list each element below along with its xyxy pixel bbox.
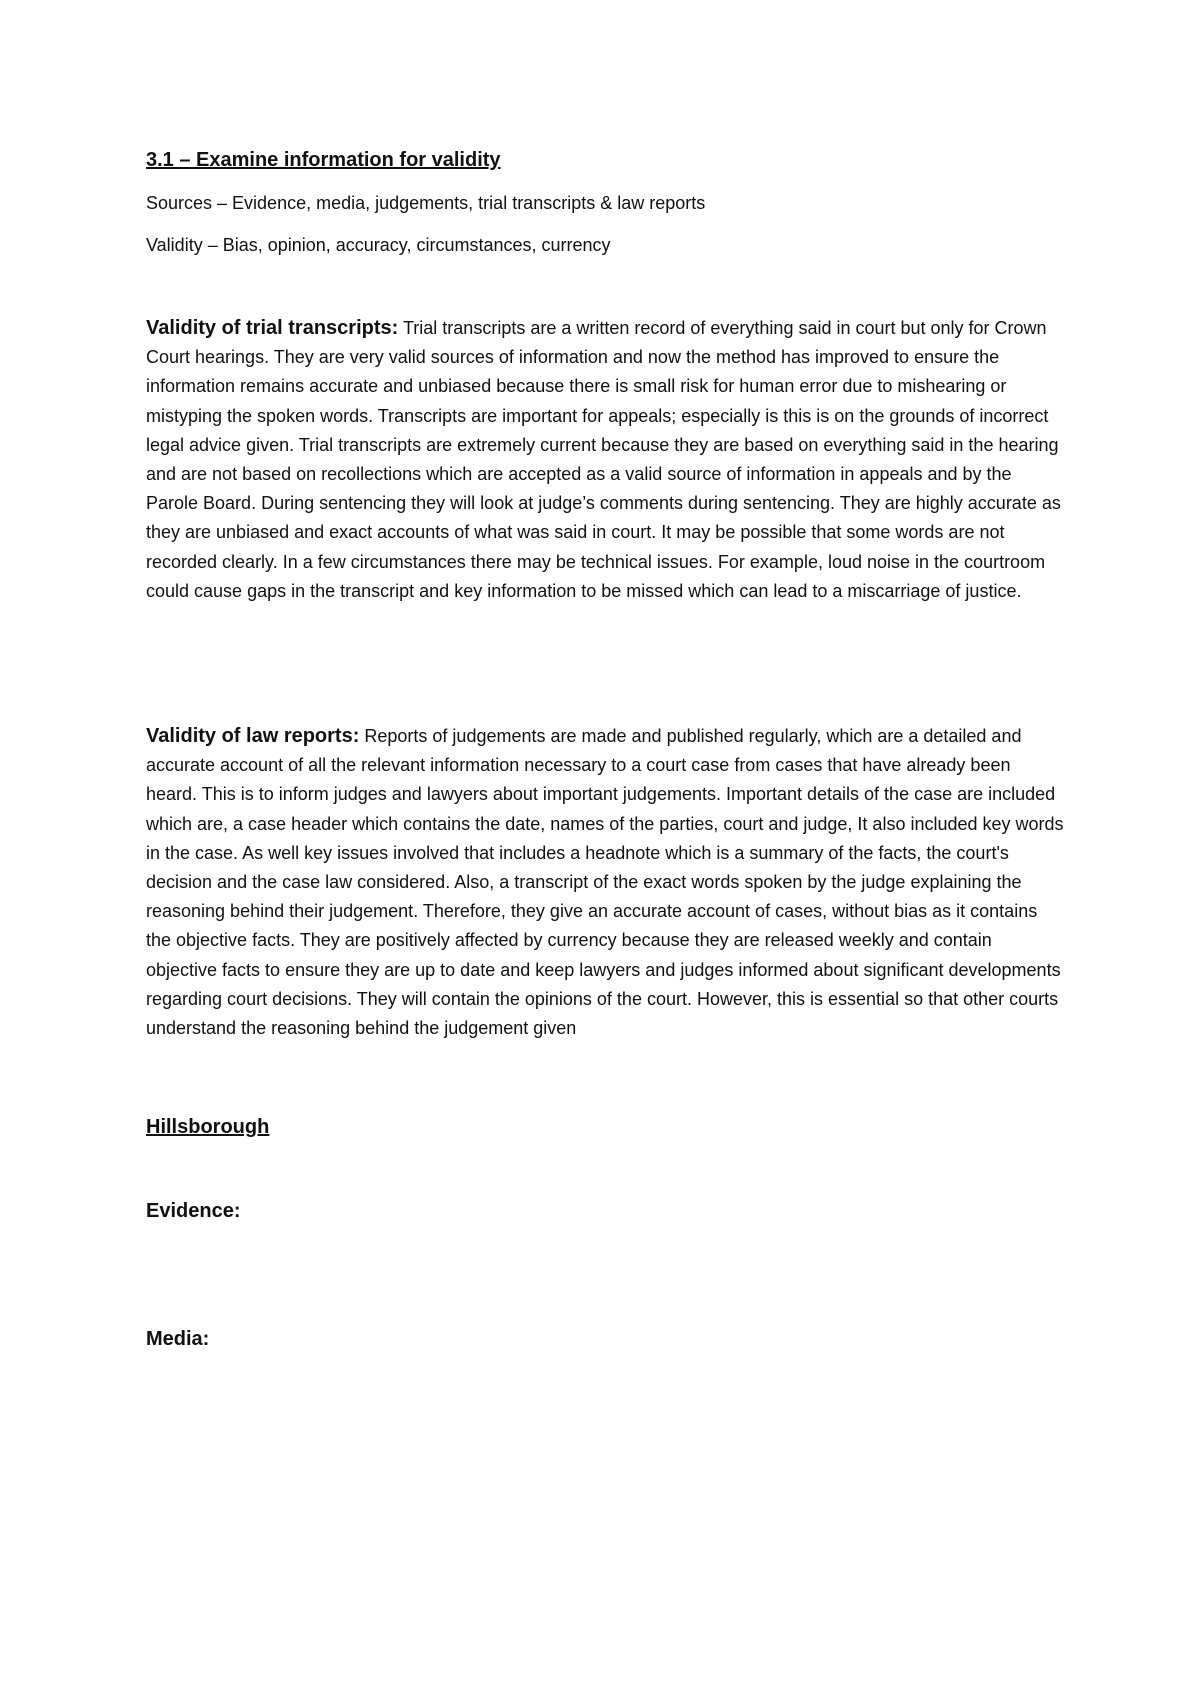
trial-transcripts-text: Trial transcripts are a written record of everything said in court but only for Crown Court hearings. They are very valid sources of information and now the method has improved to ensure the information remains accurate and unbiased because there is small risk for human error due to mishearing or mistyping the spoken words. Transcripts are important for appeals; especially is this is on the grounds of incorrect legal advice given. Trial transcripts are extremely current because they are based on everything said in the hearing and are not based on recollections which are accepted as a valid source of information in appeals and by the Parole Board. During sentencing they will look at judge’s comments during sentencing. They are highly accurate as they are unbiased and exact accounts of what was said in court. It may be possible that some words are not recorded clearly. In a few circumstances there may be technical issues. For example, loud noise in the courtroom could cause gaps in the transcript and key information to be missed which can lead to a miscarriage of justice. <box>146 318 1061 601</box>
evidence-label: Evidence: <box>146 1200 241 1223</box>
trial-transcripts-label: Validity of trial transcripts: <box>146 317 399 339</box>
media-label: Media: <box>146 1328 210 1351</box>
law-reports-label: Validity of law reports: <box>146 725 360 748</box>
section-title: 3.1 – Examine information for validity <box>146 149 501 171</box>
validity-line: Validity – Bias, opinion, accuracy, circumstances, currency <box>146 235 611 255</box>
document-content <box>146 146 1066 1353</box>
law-reports-text: Reports of judgements are made and published regularly, which are a detailed and accurate account of all the relevant information necessary to a court case from cases that have already been heard. This is to inform judges and lawyers about important judgements. Important details of the case are included which are, a case header which contains the date, names of the parties, court and judge, It also included key words in the case. As well key issues involved that includes a headnote which is a summary of the facts, the court's decision and the case law considered. Also, a transcript of the exact words spoken by the judge explaining the reasoning behind their judgement. Therefore, they give an accurate account of cases, without bias as it contains the objective facts. They are positively affected by currency because they are released weekly and contain objective facts to ensure they are up to date and keep lawyers and judges informed about significant developments regarding court decisions. They will contain the opinions of the court. However, this is essential so that other courts understand the reasoning behind the judgement given <box>146 726 1064 1039</box>
hillsborough-heading: Hillsborough <box>146 1116 270 1139</box>
law-reports-paragraph <box>146 722 1066 1043</box>
sources-line: Sources – Evidence, media, judgements, trial transcripts & law reports <box>146 193 706 213</box>
trial-transcripts-paragraph <box>146 314 1066 606</box>
